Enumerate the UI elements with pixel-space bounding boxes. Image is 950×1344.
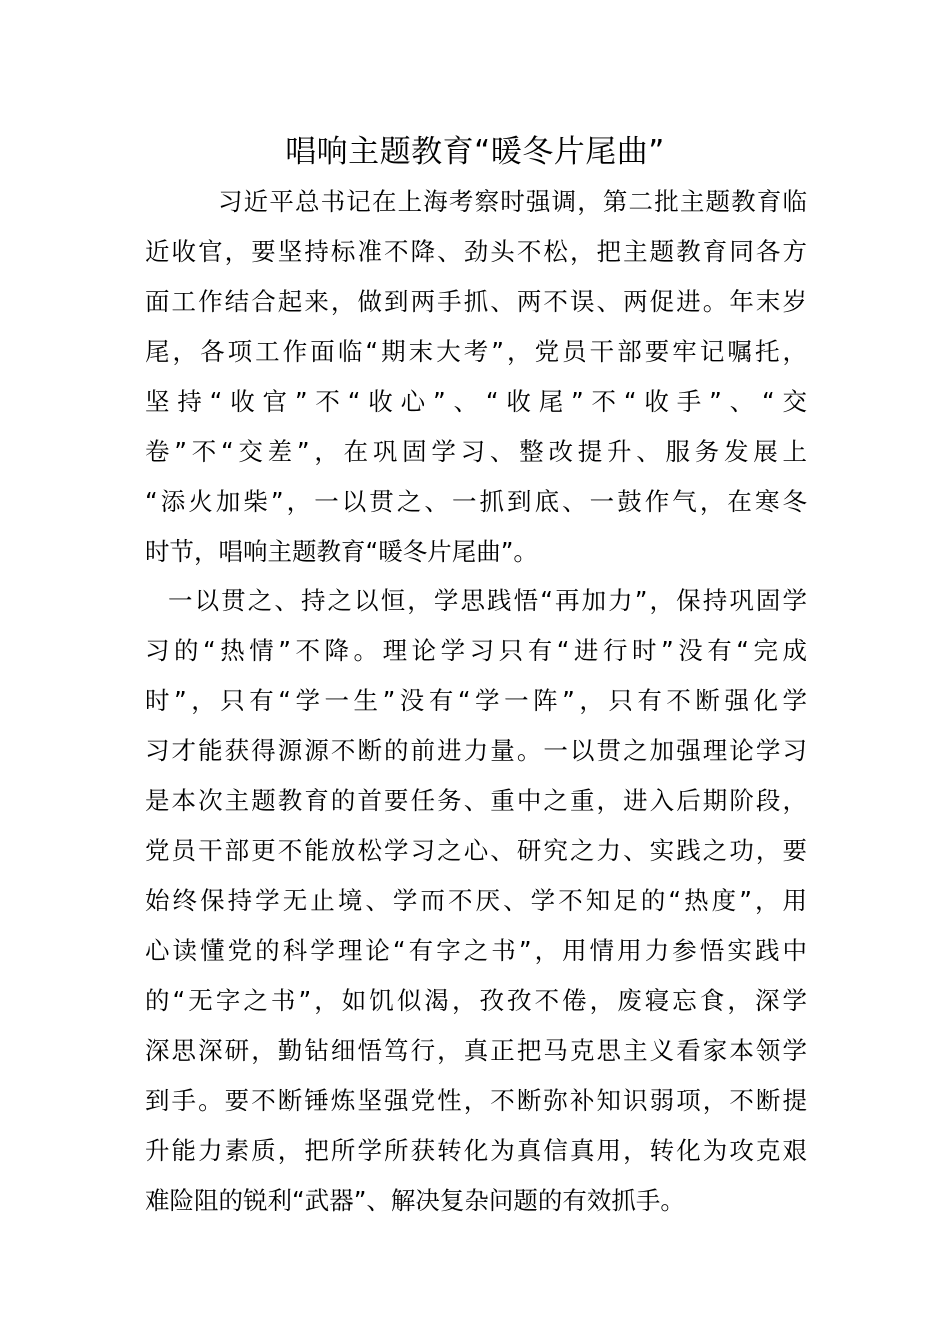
paragraph-2-line-3: 时”，只有“学一生”没有“学一阵”，只有不断强化学 — [145, 686, 807, 715]
paragraph-1-line-2: 近收官，要坚持标准不降、劲头不松，把主题教育同各方 — [145, 237, 807, 266]
paragraph-1-line-5: 坚持“收官”不“收心”、“收尾”不“收手”、“交 — [145, 387, 807, 416]
paragraph-2-line-5: 是本次主题教育的首要任务、重中之重，进入后期阶段， — [145, 786, 807, 815]
paragraph-2-line-2: 习的“热情”不降。理论学习只有“进行时”没有“完成 — [145, 636, 807, 665]
paragraph-2-line-12: 升能力素质，把所学所获转化为真信真用，转化为攻克艰 — [145, 1136, 807, 1165]
paragraph-2-line-13: 难险阻的锐利“武器”、解决复杂问题的有效抓手。 — [145, 1186, 685, 1215]
document-title: 唱响主题教育“暖冬片尾曲” — [285, 134, 665, 170]
paragraph-1-line-8: 时节，唱响主题教育“暖冬片尾曲”。 — [145, 537, 538, 566]
paragraph-1-line-3: 面工作结合起来，做到两手抓、两不误、两促进。年末岁 — [145, 287, 807, 316]
paragraph-2-line-6: 党员干部更不能放松学习之心、研究之力、实践之功，要 — [145, 836, 807, 865]
paragraph-2-line-8: 心读懂党的科学理论“有字之书”，用情用力参悟实践中 — [145, 936, 807, 965]
paragraph-2-line-11: 到手。要不断锤炼坚强党性，不断弥补知识弱项，不断提 — [145, 1086, 807, 1115]
paragraph-1-line-1: 习近平总书记在上海考察时强调，第二批主题教育临 — [218, 187, 807, 216]
paragraph-2-line-10: 深思深研，勤钻细悟笃行，真正把马克思主义看家本领学 — [145, 1036, 807, 1065]
paragraph-1-line-4: 尾，各项工作面临“期末大考”，党员干部要牢记嘱托， — [145, 337, 807, 366]
paragraph-1-line-7: “添火加柴”，一以贯之、一抓到底、一鼓作气，在寒冬 — [145, 487, 807, 516]
paragraph-1-line-6: 卷”不“交差”，在巩固学习、整改提升、服务发展上 — [145, 437, 807, 466]
paragraph-2-line-9: 的“无字之书”，如饥似渴，孜孜不倦，废寝忘食，深学 — [145, 986, 807, 1015]
paragraph-2-line-1: 一以贯之、持之以恒，学思践悟“再加力”，保持巩固学 — [168, 586, 807, 615]
paragraph-2-line-4: 习才能获得源源不断的前进力量。一以贯之加强理论学习 — [145, 736, 807, 765]
paragraph-2-line-7: 始终保持学无止境、学而不厌、学不知足的“热度”，用 — [145, 886, 807, 915]
